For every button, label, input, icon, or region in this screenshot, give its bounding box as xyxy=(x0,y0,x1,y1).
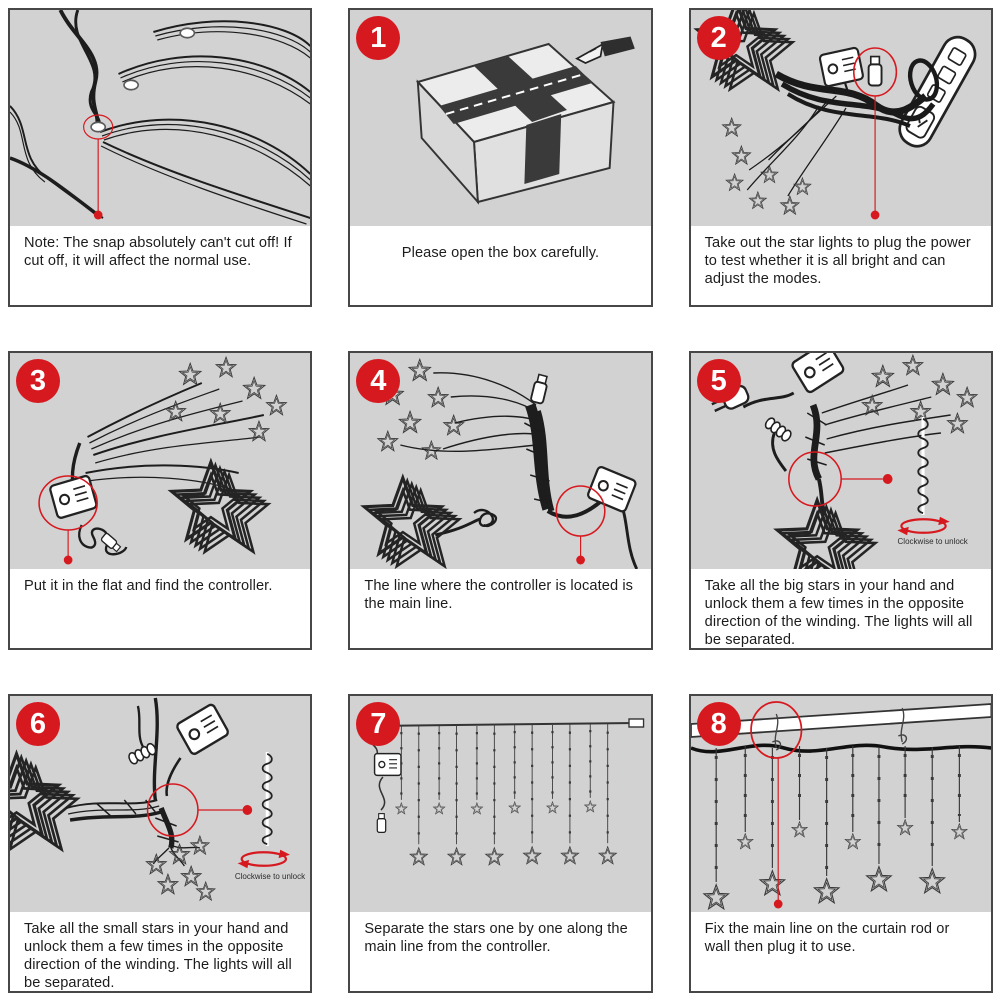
small-star-icon xyxy=(196,882,214,900)
short-drop-small-star xyxy=(509,725,521,813)
long-drop-big-star xyxy=(562,724,579,864)
instruction-panel-1 xyxy=(348,8,652,307)
long-drop-big-star xyxy=(486,725,503,865)
callout-dot-icon xyxy=(870,211,879,220)
step-badge: 2 xyxy=(697,16,741,60)
usb-plug-icon xyxy=(378,814,386,833)
small-star-icon xyxy=(903,355,923,375)
callout-dot-icon xyxy=(577,556,586,565)
step-badge: 6 xyxy=(16,702,60,746)
main-line xyxy=(691,745,991,751)
big-star-icon xyxy=(920,869,945,893)
small-star-icon xyxy=(722,118,740,136)
small-star-icon xyxy=(191,836,209,854)
small-star-icon xyxy=(181,866,201,886)
short-drop-small-star xyxy=(471,726,483,814)
step-badge: 5 xyxy=(697,359,741,403)
instruction-panel-3 xyxy=(8,351,312,650)
long-drop-big-star xyxy=(410,725,427,865)
controller-icon xyxy=(791,353,845,394)
small-star-icon xyxy=(932,373,953,394)
small-star-icon xyxy=(726,174,743,191)
big-star-icon xyxy=(777,500,875,569)
small-star-icon xyxy=(409,359,430,380)
small-star-icon xyxy=(179,363,200,384)
small-star-icon xyxy=(166,401,186,421)
step-caption: Please open the box carefully. xyxy=(350,226,650,305)
small-star-icon xyxy=(732,146,750,164)
small-star-icon xyxy=(957,387,977,407)
step-caption: Separate the stars one by one along the main line from the controller. xyxy=(350,912,650,991)
callout-dot-icon xyxy=(64,556,73,565)
main-line xyxy=(366,723,637,726)
callout-dot-icon xyxy=(243,805,253,815)
small-star-icon xyxy=(158,874,178,894)
big-star-icon xyxy=(760,871,785,895)
small-star-icon xyxy=(749,192,766,209)
usb-plug-icon xyxy=(868,57,881,86)
small-star-icon xyxy=(737,834,752,849)
big-star-icon xyxy=(704,885,729,909)
callout-dot-icon xyxy=(882,474,892,484)
coiled-wire-icon xyxy=(918,417,928,515)
small-star-icon xyxy=(951,824,966,839)
small-star-icon xyxy=(794,178,811,195)
clockwise-note: Clockwise to unlock xyxy=(897,537,968,546)
step-badge: 7 xyxy=(356,702,400,746)
small-star-icon xyxy=(429,387,449,407)
small-star-icon xyxy=(780,196,798,214)
big-star-icon xyxy=(10,754,77,849)
red-callout xyxy=(789,452,893,506)
controller-icon xyxy=(176,703,230,755)
small-star-icon xyxy=(400,411,421,432)
step-caption: Put it in the flat and find the controller. xyxy=(10,569,310,648)
clockwise-note: Clockwise to unlock xyxy=(234,872,306,881)
small-star-icon xyxy=(845,834,860,849)
short-drop-small-star xyxy=(434,726,446,814)
wire-snap-icon xyxy=(180,28,194,37)
step-badge: 4 xyxy=(356,359,400,403)
small-star-icon xyxy=(791,822,806,837)
step-caption: Note: The snap absolutely can't cut off! If cut off, it will affect the normal use. xyxy=(10,226,310,305)
instruction-panel-note xyxy=(8,8,312,307)
step-caption: The line where the controller is located is the main line. xyxy=(350,569,650,648)
small-star-icon xyxy=(761,166,778,183)
small-star-icon xyxy=(947,413,967,433)
small-star-icon xyxy=(146,854,166,874)
connector-icon xyxy=(629,719,644,727)
coil-icon xyxy=(763,416,792,442)
clockwise-arrow-icon xyxy=(238,850,290,869)
instruction-panel-4 xyxy=(348,351,652,650)
long-drop-big-star xyxy=(524,724,541,864)
controller-icon xyxy=(375,754,401,776)
controller-icon xyxy=(49,475,97,519)
callout-dot-icon xyxy=(773,900,782,909)
big-star-icon xyxy=(172,462,269,552)
long-drop-big-star xyxy=(448,725,465,865)
instruction-panel-7 xyxy=(348,694,652,993)
box-cutter-icon xyxy=(577,37,635,64)
instruction-panel-8 xyxy=(689,694,993,993)
small-star-icon xyxy=(216,357,236,377)
step-caption: Take out the star lights to plug the power to test whether it is all bright and can adjust the modes. xyxy=(691,226,991,305)
small-star-icon xyxy=(378,431,398,451)
short-drop-small-star xyxy=(547,725,559,813)
clockwise-arrow-icon xyxy=(897,517,949,536)
small-star-icon xyxy=(444,415,464,435)
usb-plug-icon xyxy=(101,533,122,553)
wire-snap-icon xyxy=(124,80,138,89)
step-caption: Take all the big stars in your hand and unlock them a few times in the opposite direction of the winding. The lights will all be separated. xyxy=(691,569,991,649)
big-star-icon xyxy=(814,879,839,903)
small-star-icon xyxy=(897,820,912,835)
usb-plug-icon xyxy=(531,374,550,404)
big-star-icon xyxy=(365,478,460,566)
long-drop-big-star xyxy=(599,724,616,864)
instruction-panel-6 xyxy=(8,694,312,993)
short-drop-small-star xyxy=(585,724,597,812)
small-star-icon xyxy=(210,403,230,423)
controller-icon xyxy=(819,47,863,87)
instruction-panel-2 xyxy=(689,8,993,307)
tape-vertical-front xyxy=(525,114,562,184)
coiled-wire-icon xyxy=(263,752,272,846)
callout-dot-icon xyxy=(94,211,103,220)
step-caption: Take all the small stars in your hand and unlock them a few times in the opposite direction of the winding. The lights will all be separated. xyxy=(10,912,310,992)
illustration-tangled-wires xyxy=(10,10,310,226)
instruction-panel-5 xyxy=(689,351,993,650)
small-star-icon xyxy=(266,395,286,415)
big-star-icon xyxy=(866,867,891,891)
step-badge: 3 xyxy=(16,359,60,403)
tangled-wires-drawing xyxy=(10,10,310,226)
small-star-icon xyxy=(872,365,893,386)
step-badge: 1 xyxy=(356,16,400,60)
wire-snap-icon xyxy=(91,122,105,131)
small-star-icon xyxy=(243,377,264,398)
step-caption: Fix the main line on the curtain rod or wall then plug it to use. xyxy=(691,912,991,991)
step-badge: 8 xyxy=(697,702,741,746)
